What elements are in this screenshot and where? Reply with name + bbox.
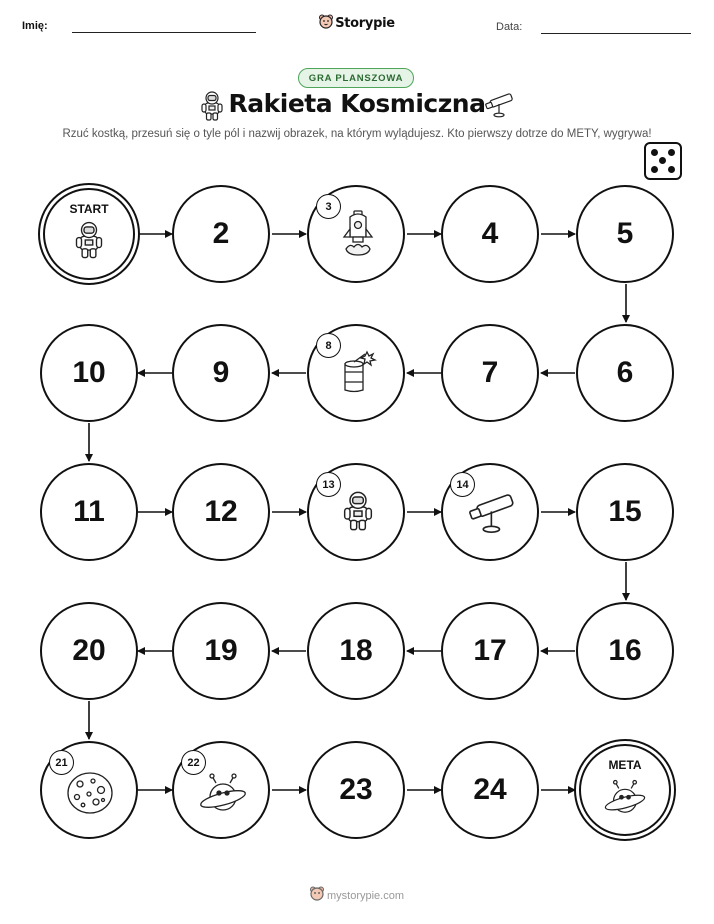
ufo-icon bbox=[198, 773, 248, 822]
field-24[interactable]: 24 bbox=[441, 741, 539, 839]
date-label: Data: bbox=[496, 21, 523, 33]
field-5[interactable]: 5 bbox=[576, 185, 674, 283]
rocket-icon bbox=[340, 209, 376, 264]
moon-icon bbox=[65, 770, 115, 821]
field-number-badge: 14 bbox=[450, 472, 475, 497]
field-14[interactable] bbox=[441, 463, 539, 561]
field-11[interactable]: 11 bbox=[40, 463, 138, 561]
astronaut-icon bbox=[74, 219, 104, 266]
field-2[interactable]: 2 bbox=[172, 185, 270, 283]
field-number-badge: 21 bbox=[49, 750, 74, 775]
footer bbox=[0, 886, 714, 905]
name-label: Imię: bbox=[22, 20, 48, 32]
start-label: START bbox=[69, 202, 109, 216]
storypie-bear-icon bbox=[310, 886, 324, 905]
field-15[interactable]: 15 bbox=[576, 463, 674, 561]
field-number-badge: 8 bbox=[316, 333, 341, 358]
field-19[interactable]: 19 bbox=[172, 602, 270, 700]
field-17[interactable]: 17 bbox=[441, 602, 539, 700]
game-type-badge: GRA PLANSZOWA bbox=[298, 68, 414, 88]
field-number-badge: 22 bbox=[181, 750, 206, 775]
footer-url[interactable]: mystorypie.com bbox=[326, 890, 405, 902]
field-9[interactable]: 9 bbox=[172, 324, 270, 422]
field-16[interactable]: 16 bbox=[576, 602, 674, 700]
field-4[interactable]: 4 bbox=[441, 185, 539, 283]
ufo-icon bbox=[603, 779, 647, 824]
page-title: Rakieta Kosmiczna bbox=[228, 89, 486, 118]
telescope-icon bbox=[467, 491, 519, 540]
soda-can-icon bbox=[339, 350, 379, 399]
astronaut-icon bbox=[342, 489, 374, 538]
field-18[interactable]: 18 bbox=[307, 602, 405, 700]
field-12[interactable]: 12 bbox=[172, 463, 270, 561]
field-23[interactable]: 23 bbox=[307, 741, 405, 839]
field-number-badge: 13 bbox=[316, 472, 341, 497]
field-22[interactable] bbox=[172, 741, 270, 839]
field-7[interactable]: 7 bbox=[441, 324, 539, 422]
instructions: Rzuć kostką, przesuń się o tyle pól i nazwij obrazek, na którym wylądujesz. Kto pierwszy dotrze do METY, wygrywa! bbox=[62, 128, 652, 140]
field-3[interactable] bbox=[307, 185, 405, 283]
field-6[interactable]: 6 bbox=[576, 324, 674, 422]
finish-label: META bbox=[608, 758, 642, 772]
field-10[interactable]: 10 bbox=[40, 324, 138, 422]
field-21[interactable] bbox=[40, 741, 138, 839]
field-8[interactable] bbox=[307, 324, 405, 422]
field-number-badge: 3 bbox=[316, 194, 341, 219]
field-finish[interactable] bbox=[576, 741, 674, 839]
brand-name: Storypie bbox=[335, 16, 395, 31]
field-20[interactable]: 20 bbox=[40, 602, 138, 700]
field-13[interactable] bbox=[307, 463, 405, 561]
field-start[interactable] bbox=[40, 185, 138, 283]
